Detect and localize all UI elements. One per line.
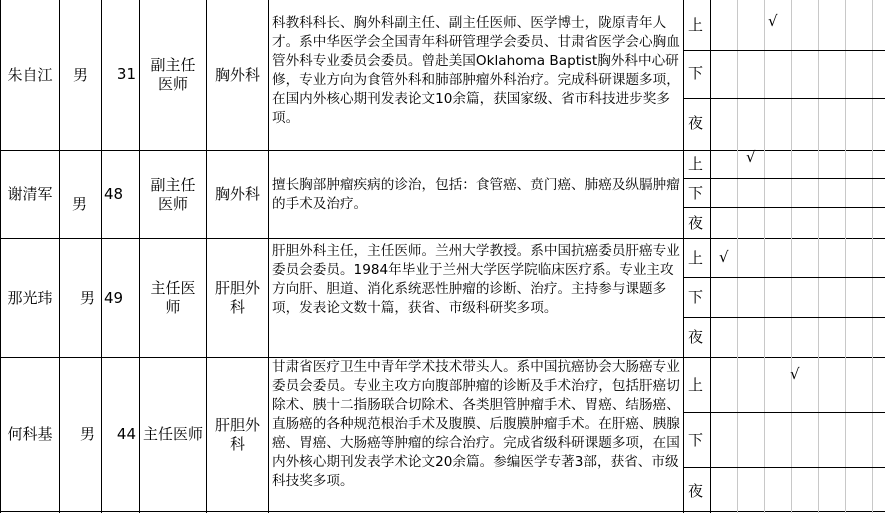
shift-border bbox=[683, 98, 885, 99]
doctor-name: 朱自江 bbox=[7, 65, 53, 84]
row-border bbox=[0, 511, 885, 512]
shift-border bbox=[683, 178, 885, 179]
doctor-title: 主任医 师 bbox=[150, 279, 196, 316]
doctor-title: 副主任 医师 bbox=[150, 56, 196, 93]
sheet-gridline bbox=[764, 0, 765, 513]
col-border bbox=[710, 0, 711, 513]
doctor-department: 胸外科 bbox=[214, 185, 260, 203]
doctor-title: 副主任 医师 bbox=[150, 175, 196, 213]
shift-afternoon: 下 bbox=[688, 288, 704, 306]
doctor-gender: 男 bbox=[80, 289, 96, 307]
check-mark: √ bbox=[719, 248, 729, 266]
doctor-department: 肝胆外 科 bbox=[214, 279, 260, 316]
shift-morning: 上 bbox=[688, 376, 704, 394]
row-border bbox=[0, 238, 885, 239]
check-mark: √ bbox=[746, 148, 756, 166]
shift-morning: 上 bbox=[688, 16, 704, 34]
sheet-gridline bbox=[737, 0, 738, 513]
doctor-description: 科教科科长、胸外科副主任、副主任医师、医学博士，陇原青年人才。系中华医学会全国青年科研管理学会委员、甘肃省医学会心胸血管外科专业委员会委员。曾赴美国Oklahoma Baptist胸外科中心研修，专业方向为食管外科和肺部肿瘤外科治疗。完成科研课题多项，在国内外核心期刊发表论文10余篇，获国家级、省市科技进步奖多项。 bbox=[272, 15, 680, 126]
col-border bbox=[268, 0, 269, 513]
col-border bbox=[683, 0, 684, 513]
shift-afternoon: 下 bbox=[688, 64, 704, 82]
doctor-age: 44 bbox=[116, 425, 136, 443]
doctor-department: 胸外科 bbox=[214, 65, 260, 84]
doctor-age: 49 bbox=[104, 289, 124, 307]
shift-morning: 上 bbox=[688, 155, 704, 173]
shift-night: 夜 bbox=[688, 114, 704, 132]
doctor-gender: 男 bbox=[72, 65, 88, 84]
check-mark: √ bbox=[768, 12, 778, 30]
doctor-description: 肝胆外科主任，主任医师。兰州大学教授。系中国抗癌委员肝癌专业委员会委员。1984年毕业于兰州大学医学院临床医疗系。专业主攻方向肝、胆道、消化系统恶性肿瘤的诊断、治疗。主持参与课题多项，发表论文数十篇，获省、市级科研奖多项。 bbox=[272, 243, 680, 316]
check-mark: √ bbox=[790, 365, 800, 383]
doctor-name: 那光玮 bbox=[7, 288, 53, 307]
doctor-name: 谢清军 bbox=[7, 185, 53, 203]
shift-border bbox=[683, 207, 885, 208]
sheet-gridline bbox=[872, 0, 873, 513]
doctor-department: 肝胆外 科 bbox=[214, 415, 260, 453]
doctor-title: 主任医师 bbox=[142, 425, 203, 443]
doctor-description: 甘肃省医疗卫生中青年学术技术带头人。系中国抗癌协会大肠癌专业委员会委员。专业主攻方向腹部肿瘤的诊断及手术治疗，包括肝癌切除术、胰十二指肠联合切除术、各类胆管肿瘤手术、胃癌、结肠癌、直肠癌的各种规范根治手术及腹膜、后腹膜肿瘤手术。在肝癌、胰腺癌、胃癌、大肠癌等肿瘤的综合治疗。完成省级科研课题多项，在国内外核心期刊发表学术论文20余篇。参编医学专著3部，获省、市级科技奖多项。 bbox=[272, 359, 680, 489]
shift-border bbox=[683, 277, 885, 278]
doctor-description: 擅长胸部肿瘤疾病的诊治，包括：食管癌、贲门癌、肺癌及纵膈肿瘤的手术及治疗。 bbox=[272, 177, 680, 212]
shift-afternoon: 下 bbox=[688, 431, 704, 449]
shift-border bbox=[683, 412, 885, 413]
shift-night: 夜 bbox=[688, 214, 704, 232]
doctor-gender: 男 bbox=[72, 195, 88, 213]
doctor-name: 何科基 bbox=[7, 425, 53, 443]
shift-afternoon: 下 bbox=[688, 184, 704, 202]
doctor-gender: 男 bbox=[80, 425, 96, 443]
shift-border bbox=[683, 317, 885, 318]
shift-night: 夜 bbox=[688, 482, 704, 500]
shift-border bbox=[683, 467, 885, 468]
doctor-age: 31 bbox=[116, 65, 136, 83]
sheet-gridline bbox=[845, 0, 846, 513]
sheet-gridline bbox=[791, 0, 792, 513]
shift-border bbox=[683, 50, 885, 51]
shift-night: 夜 bbox=[688, 328, 704, 346]
doctor-age: 48 bbox=[104, 185, 124, 203]
sheet-gridline bbox=[818, 0, 819, 513]
shift-morning: 上 bbox=[688, 249, 704, 267]
